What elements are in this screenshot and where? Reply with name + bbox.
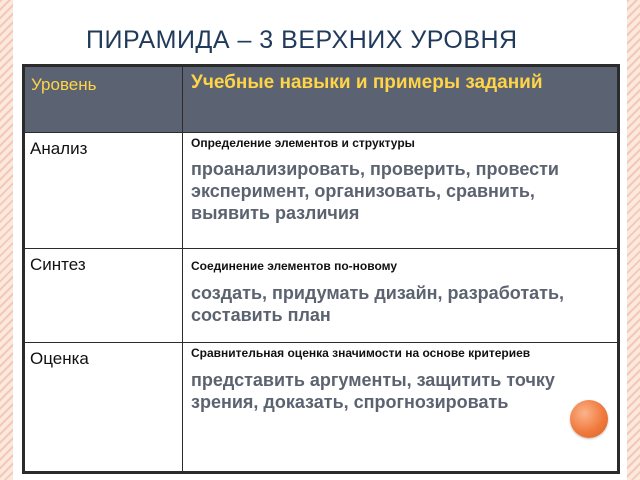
decorative-stripe-left xyxy=(0,0,13,480)
slide-title: ПИРАМИДА – 3 ВЕРХНИХ УРОВНЯ xyxy=(86,26,518,54)
header-level: Уровень xyxy=(25,67,183,133)
level-cell: Оценка xyxy=(25,343,183,472)
decorative-stripe-right xyxy=(627,0,640,480)
skill-subtitle: Соединение элементов по-новому xyxy=(191,259,398,273)
table-row xyxy=(25,133,618,249)
skill-subtitle: Сравнительная оценка значимости на основе критериев xyxy=(191,346,531,360)
skill-examples: создать, придумать дизайн, разработать, составить план xyxy=(191,283,565,325)
bloom-table xyxy=(22,64,620,474)
level-cell: Анализ xyxy=(25,133,183,249)
decorative-orb xyxy=(570,400,608,438)
table-row xyxy=(25,249,618,343)
skill-subtitle: Определение элементов и структуры xyxy=(191,136,415,150)
level-cell: Синтез xyxy=(25,249,183,343)
header-skills: Учебные навыки и примеры заданий xyxy=(183,67,618,133)
table-header-row xyxy=(25,67,618,133)
skills-cell xyxy=(183,249,618,343)
levels-table xyxy=(24,66,618,472)
skill-examples: представить аргументы, защитить точку зрения, доказать, спрогнозировать xyxy=(191,370,555,412)
skills-cell xyxy=(183,343,618,472)
skills-cell xyxy=(183,133,618,249)
skill-examples: проанализировать, проверить, провести эксперимент, организовать, сравнить, выявить различия xyxy=(191,159,559,223)
table-row xyxy=(25,343,618,472)
